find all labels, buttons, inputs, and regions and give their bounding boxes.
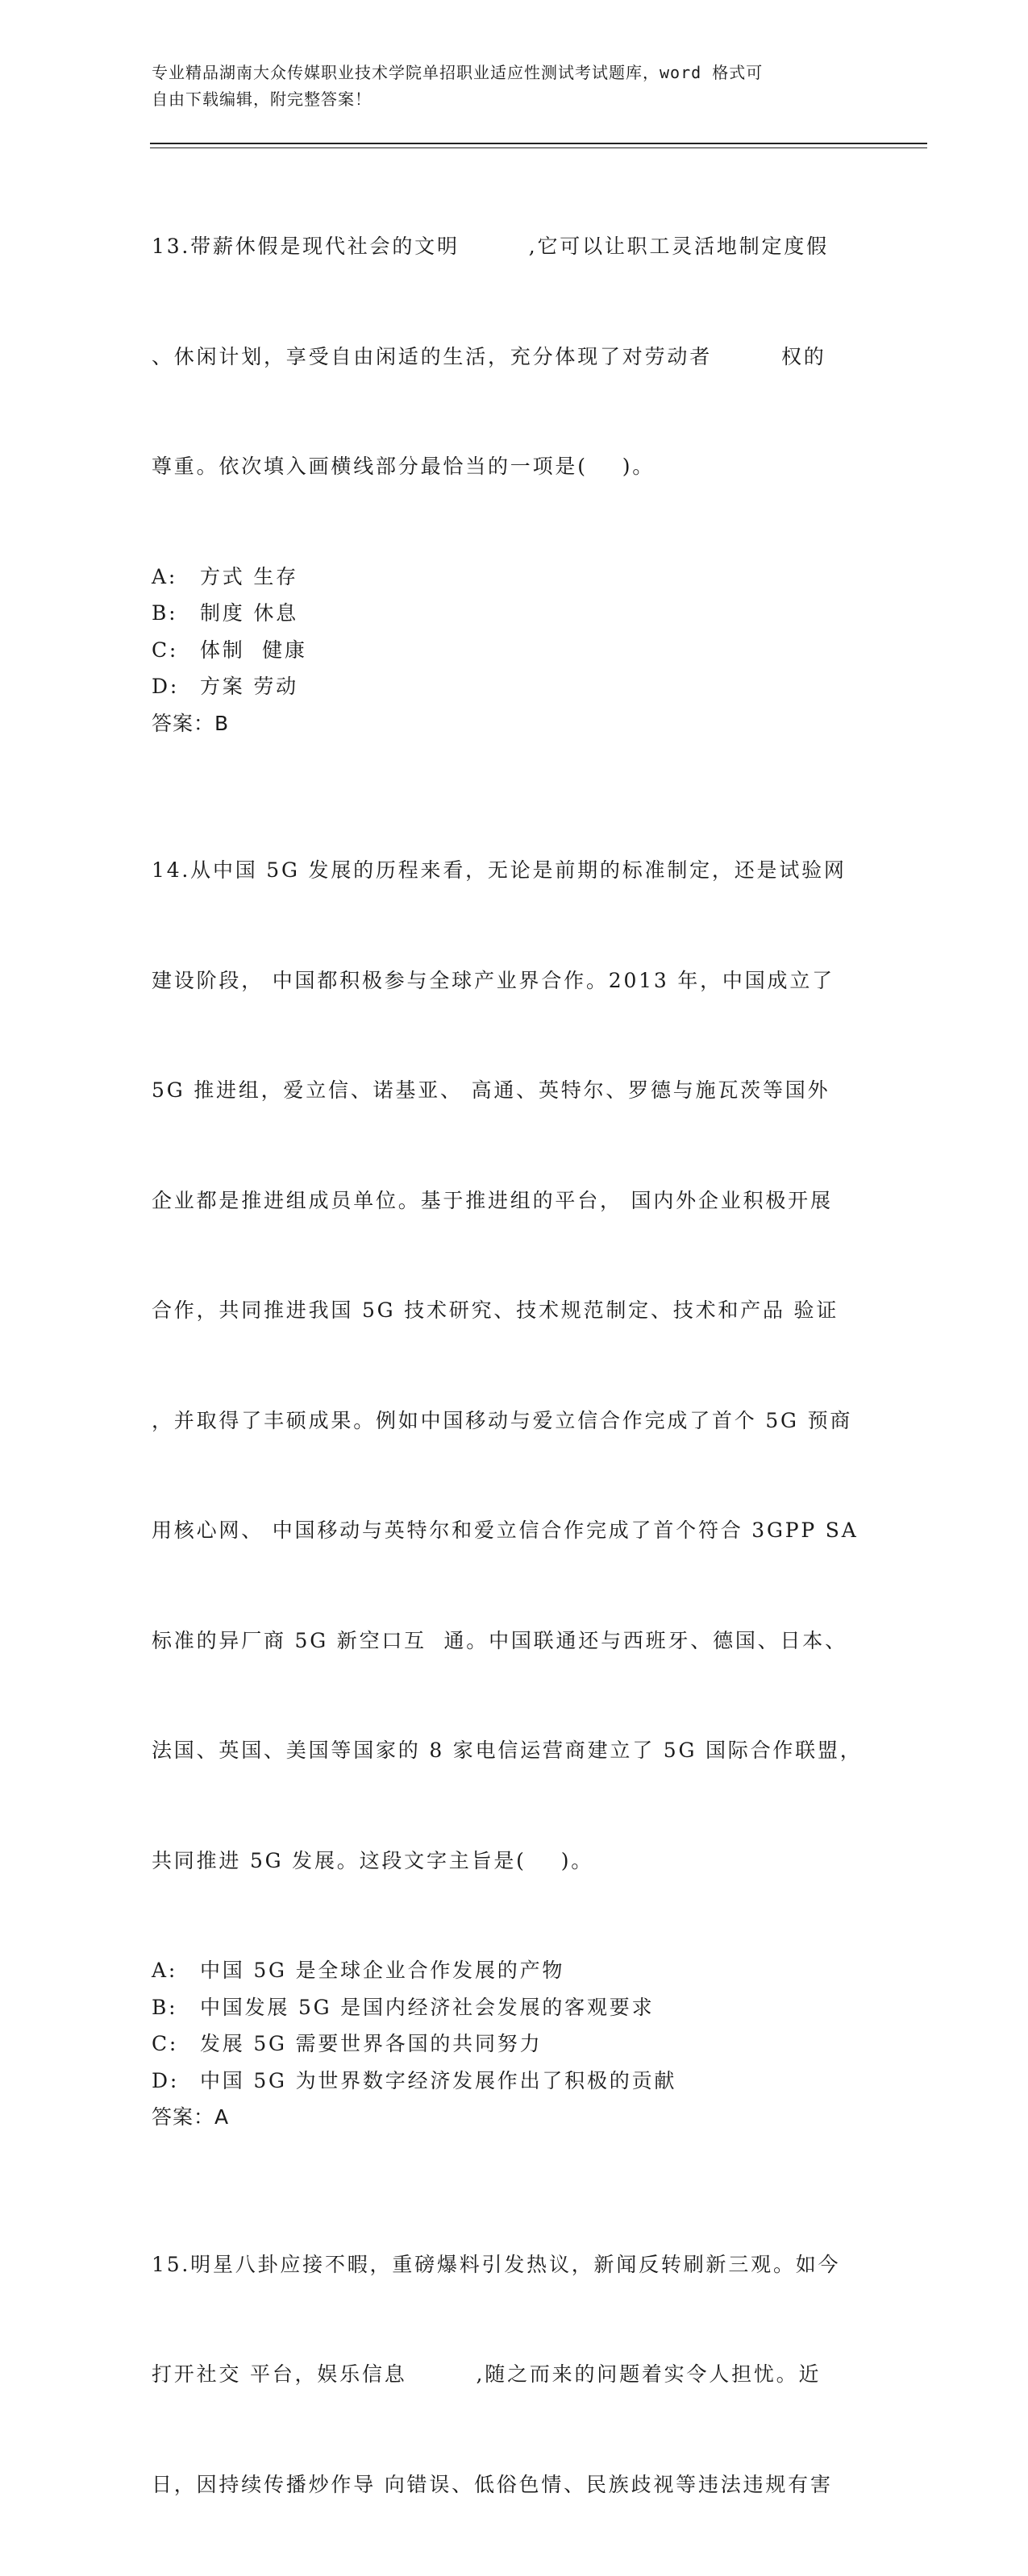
option-a — [152, 559, 877, 596]
stem-line: 合作，共同推进我国 5G 技术研究、技术规范制定、技术和产品 验证 — [152, 1292, 877, 1329]
stem-line: 标准的异厂商 5G 新空口互 通。中国联通还与西班牙、德国、日本、 — [152, 1622, 877, 1660]
option-text: 发展 5G 需要世界各国的共同努力 — [200, 2025, 542, 2063]
option-d — [152, 2063, 877, 2100]
question-13 — [152, 155, 877, 742]
question-15 — [152, 2173, 877, 2576]
stem-line: 建设阶段， 中国都积极参与全球产业界合作。2013 年，中国成立了 — [152, 962, 877, 999]
stem-line: 15.明星八卦应接不暇，重磅爆料引发热议，新闻反转刷新三观。如今 — [152, 2246, 877, 2283]
question-stem — [152, 779, 877, 1952]
stem-line: 13.带薪休假是现代社会的文明 ,它可以让职工灵活地制定度假 — [152, 228, 877, 265]
option-b — [152, 595, 877, 632]
option-text: 中国 5G 为世界数字经济发展作出了积极的贡献 — [200, 2063, 676, 2100]
answer-line: 答案：A — [152, 2099, 877, 2136]
option-text: 制度 休息 — [200, 595, 298, 632]
option-text: 体制 健康 — [200, 632, 307, 669]
answer-line: 答案：B — [152, 705, 877, 742]
stem-line: 尊重。依次填入画横线部分最恰当的一项是( )。 — [152, 448, 877, 485]
option-text: 方式 生存 — [200, 559, 298, 596]
option-c — [152, 2025, 877, 2063]
header-rule-thin — [150, 147, 927, 148]
stem-line: 5G 推进组，爱立信、诺基亚、 高通、英特尔、罗德与施瓦茨等国外 — [152, 1072, 877, 1109]
header-line-1: 专业精品湖南大众传媒职业技术学院单招职业适应性测试考试题库，word 格式可 — [152, 60, 861, 86]
option-text: 中国发展 5G 是国内经济社会发展的客观要求 — [200, 1989, 654, 2026]
option-letter: C: — [152, 2025, 200, 2063]
header-rule-thick — [150, 143, 927, 144]
page-header — [152, 60, 861, 113]
stem-line: 打开社交 平台，娱乐信息 ,随之而来的问题着实令人担忧。近 — [152, 2356, 877, 2393]
stem-line: 、休闲计划，享受自由闲适的生活，充分体现了对劳动者 权的 — [152, 339, 877, 376]
stem-line: 用核心网、 中国移动与英特尔和爱立信合作完成了首个符合 3GPP SA — [152, 1512, 877, 1549]
stem-line: 共同推进 5G 发展。这段文字主旨是( )。 — [152, 1843, 877, 1880]
option-text: 中国 5G 是全球企业合作发展的产物 — [200, 1952, 564, 1989]
stem-line: 日，因持续传播炒作导 向错误、低俗色情、民族歧视等违法违规有害 — [152, 2466, 877, 2503]
option-letter: A: — [152, 559, 200, 596]
option-letter: A: — [152, 1952, 200, 1989]
header-line-2: 自由下载编辑，附完整答案！ — [152, 86, 861, 113]
question-stem — [152, 2173, 877, 2576]
stem-line: 企业都是推进组成员单位。基于推进组的平台， 国内外企业积极开展 — [152, 1182, 877, 1219]
option-a — [152, 1952, 877, 1989]
stem-line: ，并取得了丰硕成果。例如中国移动与爱立信合作完成了首个 5G 预商 — [152, 1402, 877, 1440]
option-d — [152, 668, 877, 705]
option-text: 方案 劳动 — [200, 668, 298, 705]
option-letter: C: — [152, 632, 200, 669]
option-c — [152, 632, 877, 669]
option-letter: B: — [152, 595, 200, 632]
stem-line: 14.从中国 5G 发展的历程来看，无论是前期的标准制定，还是试验网 — [152, 852, 877, 889]
question-list — [152, 155, 877, 2576]
question-14 — [152, 779, 877, 2136]
option-letter: B: — [152, 1989, 200, 2026]
option-letter: D: — [152, 668, 200, 705]
option-letter: D: — [152, 2063, 200, 2100]
stem-line: 法国、英国、美国等国家的 8 家电信运营商建立了 5G 国际合作联盟， — [152, 1732, 877, 1769]
option-b — [152, 1989, 877, 2026]
question-stem — [152, 155, 877, 559]
